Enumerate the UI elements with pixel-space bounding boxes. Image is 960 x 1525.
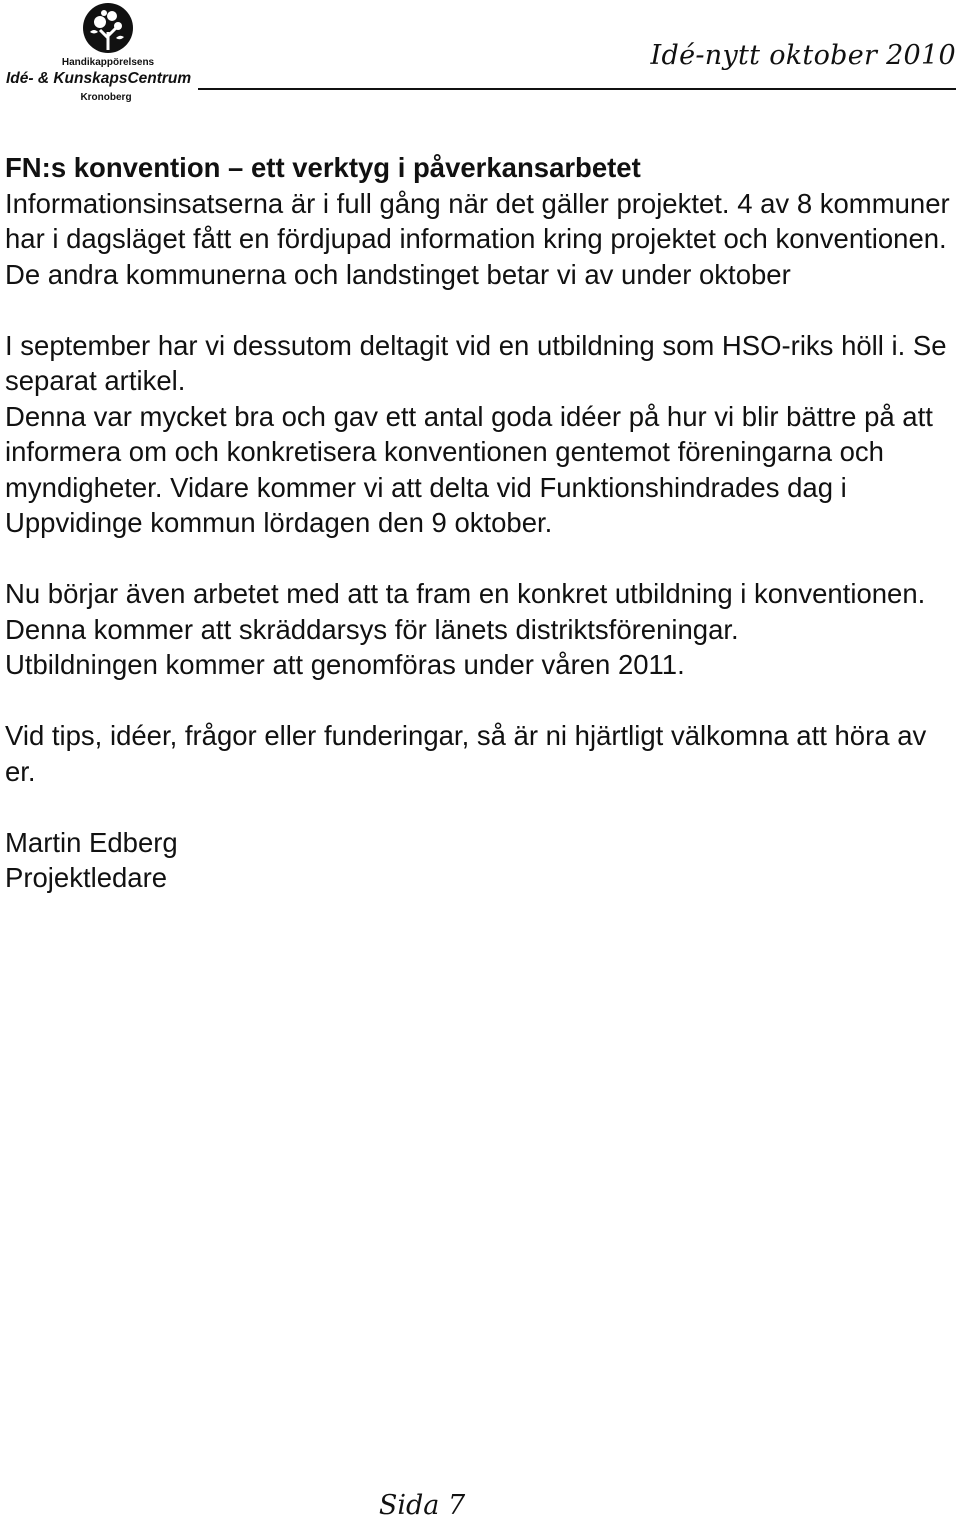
header-divider: [198, 88, 956, 90]
article-heading: FN:s konvention – ett verktyg i påverkansarbetet: [5, 152, 641, 183]
paragraph-spacer: [5, 683, 955, 719]
paragraph-spacer: [5, 292, 955, 328]
article-paragraph: I september har vi dessutom deltagit vid en utbildning som HSO-riks höll i. Se separat artikel.: [5, 329, 947, 396]
svg-text:Handikappörelsens: Handikappörelsens: [61, 57, 155, 68]
signature-name: Martin Edberg: [5, 826, 178, 858]
paragraph-spacer: [5, 541, 955, 577]
article-paragraph: Denna var mycket bra och gav ett antal goda idéer på hur vi blir bättre på att informera om och konkretisera konventionen gentemot föreningarna och myndigheter. Vidare kommer vi att delta vid Funktionshindrades dag i Uppvidinge kommun lördagen den 9 oktober.: [5, 400, 933, 538]
signature-title: Projektledare: [5, 862, 168, 893]
article-paragraph: Nu börjar även arbetet med att ta fram en konkret utbildning i konventionen.: [5, 578, 926, 609]
tree-logo-icon: [4, 2, 200, 106]
article-paragraph: Informationsinsatserna är i full gång när det gäller projektet. 4 av 8 kommuner har i dagsläget fått en fördjupad information kring projektet och konventionen. De andra kommunerna och landstinget betar vi av under oktober: [5, 187, 950, 290]
issue-title: Idé-nytt oktober 2010: [650, 40, 956, 71]
article-paragraph: Denna kommer att skräddarsys för länets distriktsföreningar.: [5, 613, 739, 645]
page-number: Sida 7: [378, 1490, 466, 1521]
article-paragraph: Utbildningen kommer att genomföras under våren 2011.: [5, 649, 685, 680]
paragraph-spacer: [5, 789, 955, 825]
page-header: [0, 0, 960, 110]
svg-text:Idé- & KunskapsCentrum: Idé- & KunskapsCentrum: [6, 70, 192, 87]
organization-logo: [4, 2, 200, 106]
svg-text:Kronoberg: Kronoberg: [80, 92, 132, 103]
article-body: [5, 150, 955, 896]
article-paragraph: Vid tips, idéer, frågor eller funderingar, så är ni hjärtligt välkomna att höra av er.: [5, 720, 927, 787]
